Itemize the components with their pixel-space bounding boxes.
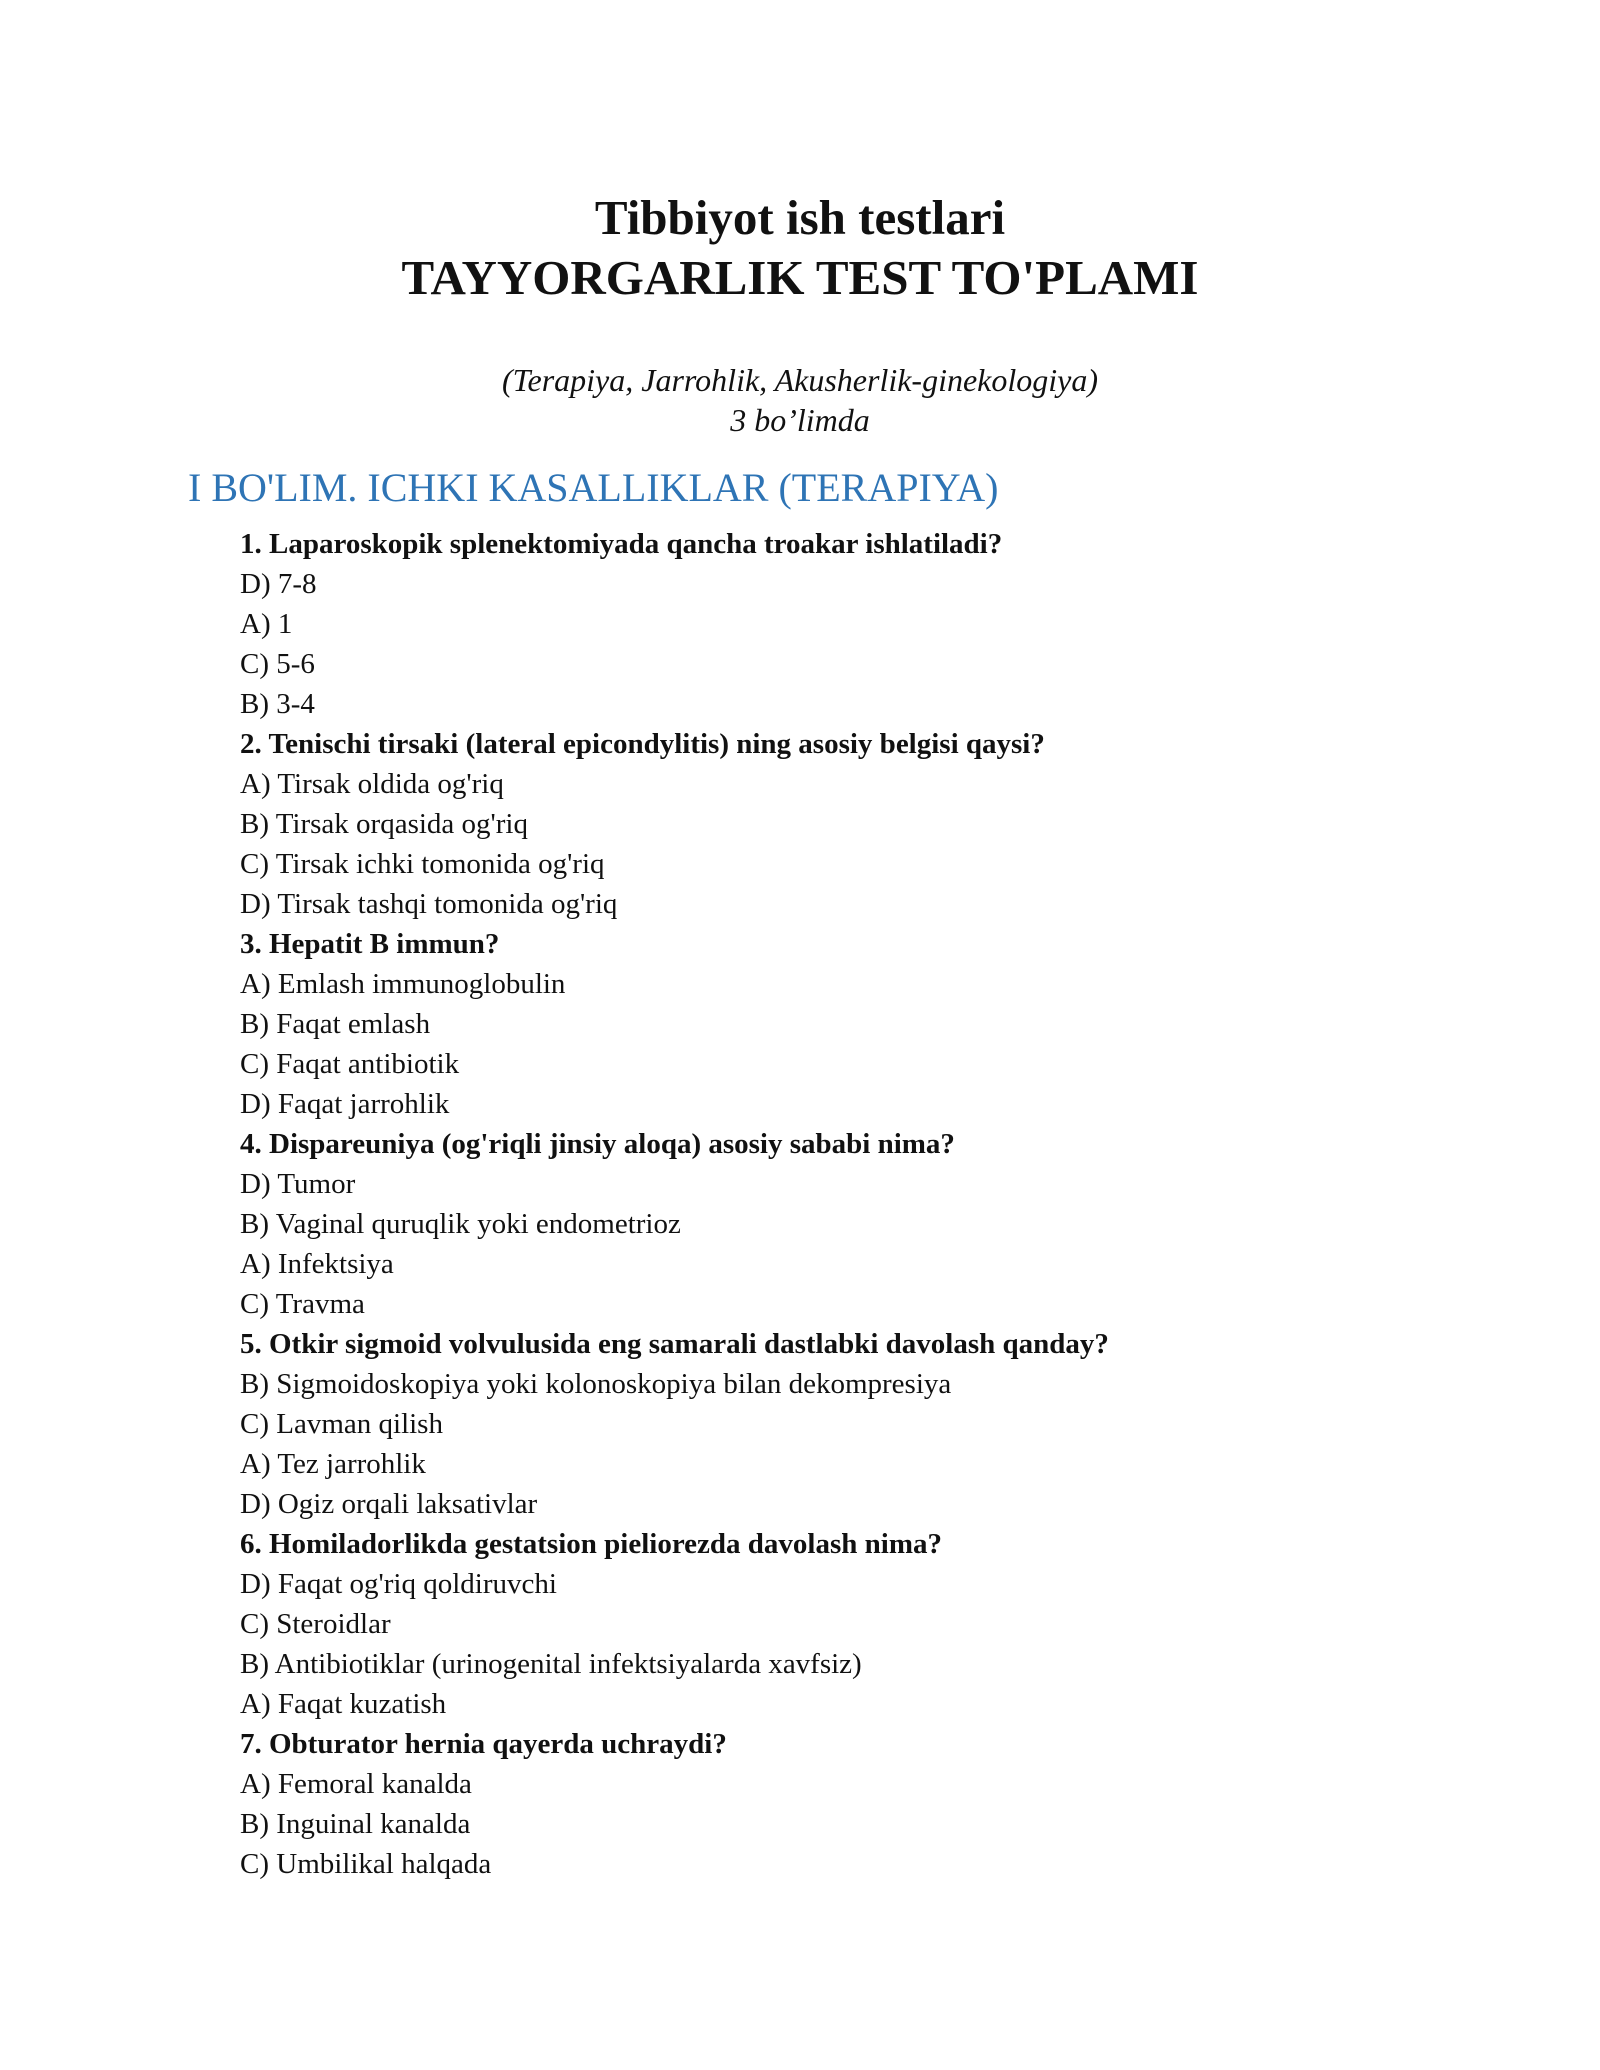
answer-option: B) Faqat emlash [240,1008,431,1040]
answer-option: B) Vaginal quruqlik yoki endometrioz [240,1208,681,1240]
answer-option: C) Tirsak ichki tomonida og'riq [240,848,605,880]
question-block [240,724,1540,924]
answer-option: A) Infektsiya [240,1248,394,1280]
answer-option: A) Faqat kuzatish [240,1688,447,1720]
question-title: 1. Laparoskopik splenektomiyada qancha troakar ishlatiladi? [240,528,1003,560]
answer-option: C) Umbilikal halqada [240,1848,492,1880]
answer-option: C) Steroidlar [240,1608,391,1640]
answer-option: D) Tirsak tashqi tomonida og'riq [240,888,618,920]
question-list [240,524,1540,1884]
question-block [240,1524,1540,1724]
question-block [240,924,1540,1124]
answer-option: B) 3-4 [240,688,315,720]
document-title [0,188,1600,308]
answer-option: C) 5-6 [240,648,315,680]
question-title: 2. Tenischi tirsaki (lateral epicondylitis) ning asosiy belgisi qaysi? [240,728,1045,760]
answer-option: B) Antibiotiklar (urinogenital infektsiyalarda xavfsiz) [240,1648,862,1680]
answer-option: D) 7-8 [240,568,317,600]
question-block [240,1724,1540,1884]
answer-option: A) 1 [240,608,293,640]
question-block [240,524,1540,724]
question-title: 5. Otkir sigmoid volvulusida eng samarali dastlabki davolash qanday? [240,1328,1109,1360]
answer-option: D) Ogiz orqali laksativlar [240,1488,538,1520]
question-block [240,1124,1540,1324]
title-line-1: Tibbiyot ish testlari [594,190,1006,245]
section-heading: I BO'LIM. ICHKI KASALLIKLAR (TERAPIYA) [188,465,999,510]
answer-option: D) Faqat og'riq qoldiruvchi [240,1568,557,1600]
question-title: 4. Dispareuniya (og'riqli jinsiy aloqa) asosiy sababi nima? [240,1128,955,1160]
subtitle-line-2: 3 bo’limda [730,402,870,438]
document-subtitle [0,360,1600,440]
answer-option: A) Emlash immunoglobulin [240,968,566,1000]
answer-option: A) Tez jarrohlik [240,1448,426,1480]
answer-option: D) Faqat jarrohlik [240,1088,450,1120]
title-line-2: TAYYORGARLIK TEST TO'PLAMI [401,250,1199,305]
answer-option: D) Tumor [240,1168,356,1200]
answer-option: A) Tirsak oldida og'riq [240,768,504,800]
question-title: 7. Obturator hernia qayerda uchraydi? [240,1728,727,1760]
answer-option: B) Inguinal kanalda [240,1808,471,1840]
answer-option: B) Sigmoidoskopiya yoki kolonoskopiya bilan dekompresiya [240,1368,952,1400]
answer-option: C) Lavman qilish [240,1408,443,1440]
answer-option: A) Femoral kanalda [240,1768,472,1800]
subtitle-line-1: (Terapiya, Jarrohlik, Akusherlik-ginekologiya) [501,362,1099,398]
question-title: 3. Hepatit B immun? [240,928,500,960]
answer-option: C) Travma [240,1288,365,1320]
answer-option: C) Faqat antibiotik [240,1048,460,1080]
question-title: 6. Homiladorlikda gestatsion pieliorezda davolash nima? [240,1528,942,1560]
answer-option: B) Tirsak orqasida og'riq [240,808,528,840]
question-block [240,1324,1540,1524]
